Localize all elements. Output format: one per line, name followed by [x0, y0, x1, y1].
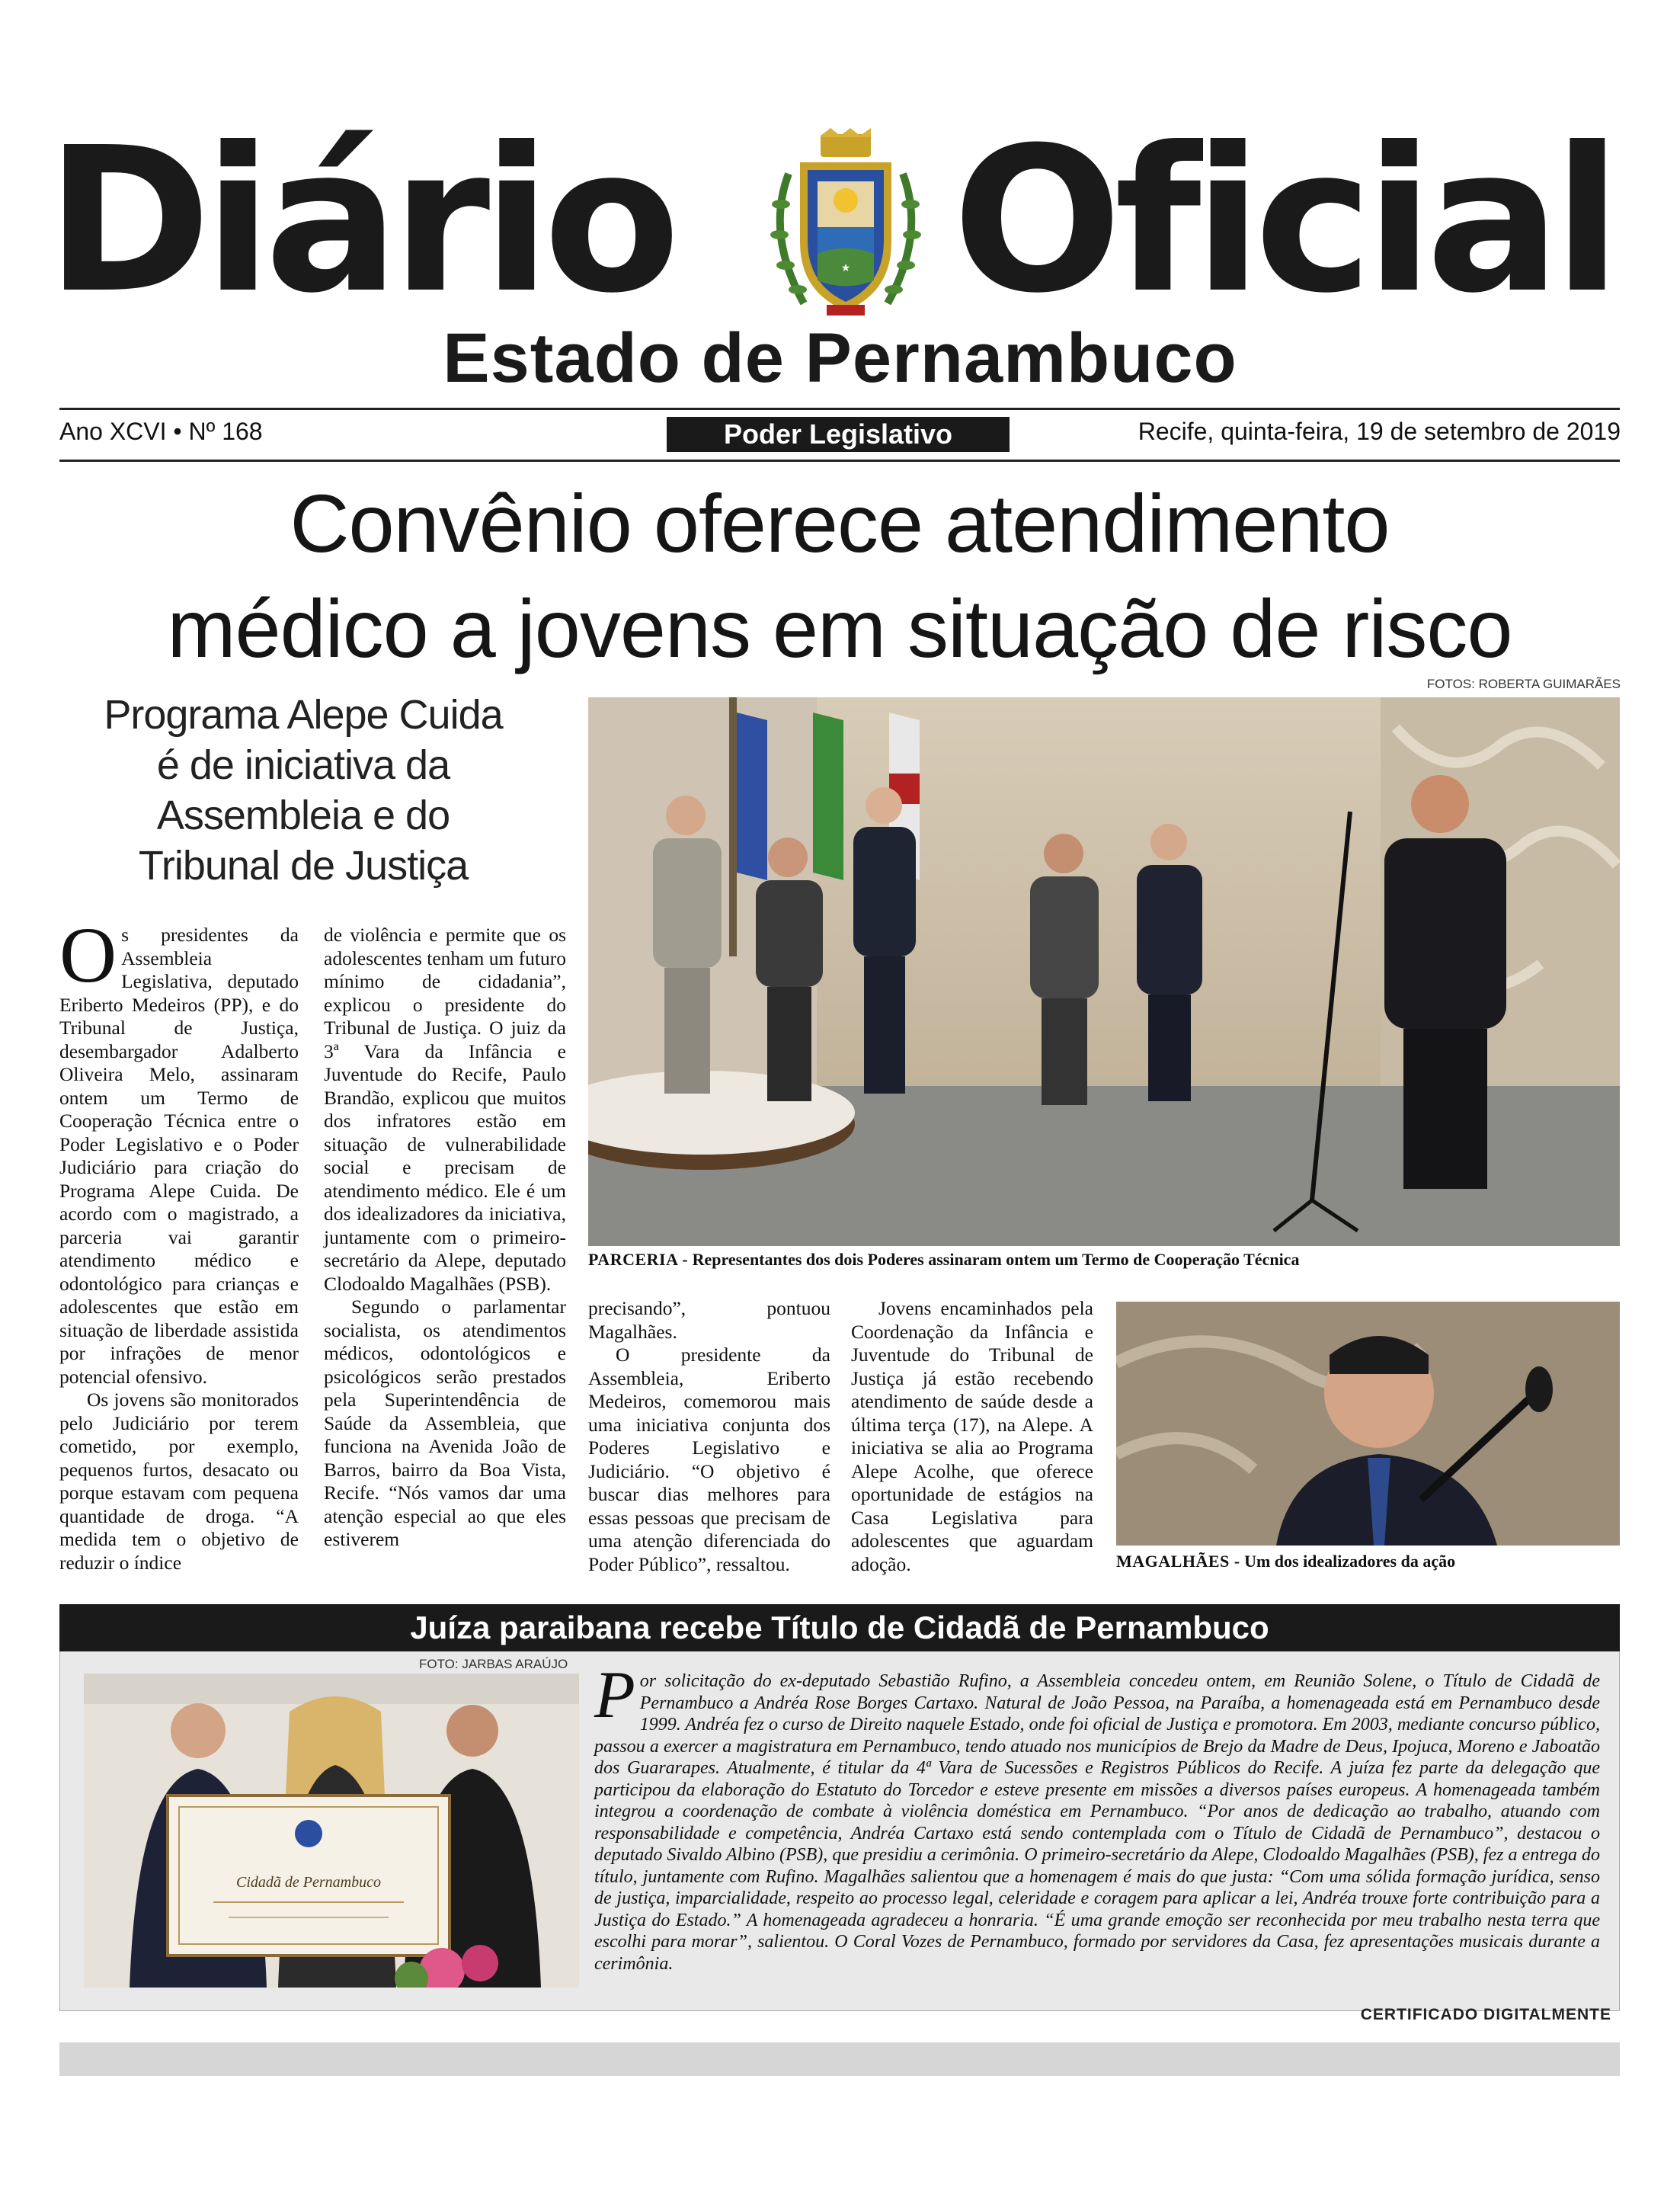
- small-photo-caption: [1116, 1552, 1620, 1571]
- main-caption-label: PARCERIA -: [588, 1250, 689, 1269]
- dropcap: O: [59, 911, 117, 999]
- article-paragraph: Jovens encaminhados pela Coordenação da Infância e Juventude do Tribunal de Justiça já estão recebendo atendimento de saúde desde a última terça (17), na Alepe. A iniciativa se alia ao Programa Alepe Acolhe, que oferece oportunidade de estágios na Casa Legislativa para adolescentes que aguardam adoção.: [851, 1297, 1093, 1575]
- photo-credit: FOTOS: ROBERTA GUIMARÃES: [1426, 677, 1621, 691]
- magalhaes-photo: [1116, 1302, 1620, 1546]
- small-caption-label: MAGALHÃES -: [1116, 1552, 1240, 1571]
- dateline: Recife, quinta-feira, 19 de setembro de 2019: [1138, 418, 1621, 445]
- headline-line-2: médico a jovens em situação de risco: [167, 582, 1512, 674]
- article-paragraph: Segundo o parlamentar socialista, os atendimentos médicos, odontológicos e psicológicos serão prestados pela Superintendência de Saúde da Assembleia, que funciona na Avenida João de Barros, bairro da Boa Vista, Recife. “Nós vamos dar uma atenção especial ao que eles estiverem: [324, 1296, 566, 1550]
- masthead-word-oficial: Oficial: [952, 104, 1614, 337]
- article-paragraph: O presidente da Assembleia, Eriberto Medeiros, comemorou mais uma iniciativa conjunta dos Poderes Legislativo e Judiciário. “O objetivo é buscar dias melhores para essas pessoas que precisam de uma atenção diferenciada do Poder Público”, ressaltou.: [588, 1344, 830, 1575]
- article-paragraph: Os jovens são monitorados pelo Judiciário por terem cometido, por exemplo, pequenos furtos, desacato ou porque estavam com pequena quantidade de droga. “A medida tem o objetivo de reduzir o índice: [59, 1389, 299, 1574]
- article-column-1: [59, 911, 299, 1574]
- main-photo: [588, 697, 1620, 1246]
- article-column-3: [588, 1297, 830, 1576]
- deck-line-2: é de iniciativa da: [156, 742, 450, 788]
- main-caption-text: Representantes dos dois Poderes assinaram ontem um Termo de Cooperação Técnica: [692, 1250, 1300, 1269]
- top-rule: [59, 408, 1620, 410]
- article-paragraph: precisando”, pontuou Magalhães.: [588, 1297, 830, 1343]
- masthead-word-diario: Diário: [46, 104, 674, 337]
- diploma-title: Cidadã de Pernambuco: [236, 1874, 381, 1891]
- deck-line-3: Assembleia e do: [156, 793, 450, 838]
- headline-line-1: Convênio oferece atendimento: [290, 477, 1390, 569]
- box-photo-credit: FOTO: JARBAS ARAÚJO: [419, 1657, 568, 1671]
- masthead: [46, 104, 1630, 337]
- coat-of-arms-icon: [758, 128, 933, 326]
- article-paragraph: [59, 911, 299, 1389]
- article-column-4: [851, 1297, 1093, 1576]
- footer-bar: [59, 2042, 1620, 2076]
- deck: [59, 690, 547, 891]
- small-caption-text: Um dos idealizadores da ação: [1244, 1552, 1456, 1571]
- svg-text:★: ★: [840, 262, 851, 274]
- deck-line-1: Programa Alepe Cuida: [104, 692, 503, 738]
- box-paragraph: or solicitação do ex-deputado Sebastião Rufino, a Assembleia concedeu ontem, em Reunião Solene, o Título de Cidadã de Pernambuco a Andréa Rose Borges Cartaxo. Natural de João Pessoa, na Paraíba, a homenageada está em Pernambuco desde 1999. Andréa fez o curso de Direito naquele Estado, onde foi oficial de Justiça e promotora. Em 2003, mediante concurso público, passou a exercer a magistratura em Pernambuco, tendo atuado nos municípios de Brejo da Madre de Deus, Ipojuca, Moreno e Jaboatão dos Guararapes. Atualmente, é titular da 4ª Vara de Sucessões e Registros Públicos do Recife. A juíza fez parte da delegação que participou da elaboração do Estatuto do Torcedor e esteve presente em missões a diversos países europeus. A homenageada também integrou a coordenação de combate à violência doméstica em Pernambuco. “Por anos de dedicação ao trabalho, atuando com responsabilidade e competência, Andréa Cartaxo está sendo contemplada com o Título de Cidadã de Pernambuco”, destacou o deputado Sivaldo Albino (PSB), que presidiu a cerimônia. O primeiro-secretário da Alepe, Clodoaldo Magalhães (PSB), fez a entrega do título, juntamente com Rufino. Magalhães salientou que a homenagem é mais do que justa: “Com uma sólida formação jurídica, senso de justiça, imparcialidade, respeito ao processo legal, celeridade e coragem para aplicar a lei, Andréa trouxe forte contribuição para a Justiça do Estado.” A homenageada agradeceu a honraria. “É uma grande emoção ser reconhecida por meu trabalho nesta terra que escolhi para morar”, salientou. O Coral Vozes de Pernambuco, formado por servidores da Casa, fez apresentações musicais durante a cerimônia.: [594, 1671, 1600, 1974]
- article-paragraph: de violência e permite que os adolescentes tenham um futuro mínimo de cidadania”, explicou o presidente do Tribunal de Justiça. O juiz da 3ª Vara da Infância e Juventude do Recife, Paulo Brandão, explicou que muitos dos infratores estão em situação de vulnerabilidade social e precisam de atendimento médico. Ele é um dos idealizadores da iniciativa, juntamente com o primeiro-secretário da Alepe, deputado Clodoaldo Magalhães (PSB).: [324, 924, 566, 1295]
- diploma-photo: [84, 1674, 579, 1988]
- headline: [59, 471, 1620, 681]
- edition-number: Ano XCVI • Nº 168: [59, 418, 263, 445]
- article-column-2: [324, 924, 566, 1552]
- certification-label: CERTIFICADO DIGITALMENTE: [1360, 2006, 1611, 2023]
- main-photo-caption: [588, 1250, 1620, 1270]
- box-title: Juíza paraibana recebe Título de Cidadã de Pernambuco: [59, 1604, 1620, 1651]
- section-badge: Poder Legislativo: [667, 417, 1010, 452]
- masthead-subtitle: Estado de Pernambuco: [443, 319, 1237, 397]
- paragraph-text: s presidentes da Assembleia Legislativa, deputado Eriberto Medeiros (PP), e do Tribunal de Justiça, desembargador Adalberto Oliveira Melo, assinaram ontem um Termo de Cooperação Técnica entre o Poder Legislativo e o Poder Judiciário para criação do Programa Alepe Cuida. De acordo com o magistrado, a parceria vai garantir atendimento médico e odontológico para crianças e adolescentes que estão em situação de liberdade assistida por infrações de menor potencial ofensivo.: [59, 924, 299, 1388]
- deck-line-4: Tribunal de Justiça: [138, 843, 469, 889]
- box-article-text: [594, 1658, 1600, 1975]
- box-dropcap: P: [594, 1658, 635, 1732]
- bottom-rule: [59, 460, 1620, 462]
